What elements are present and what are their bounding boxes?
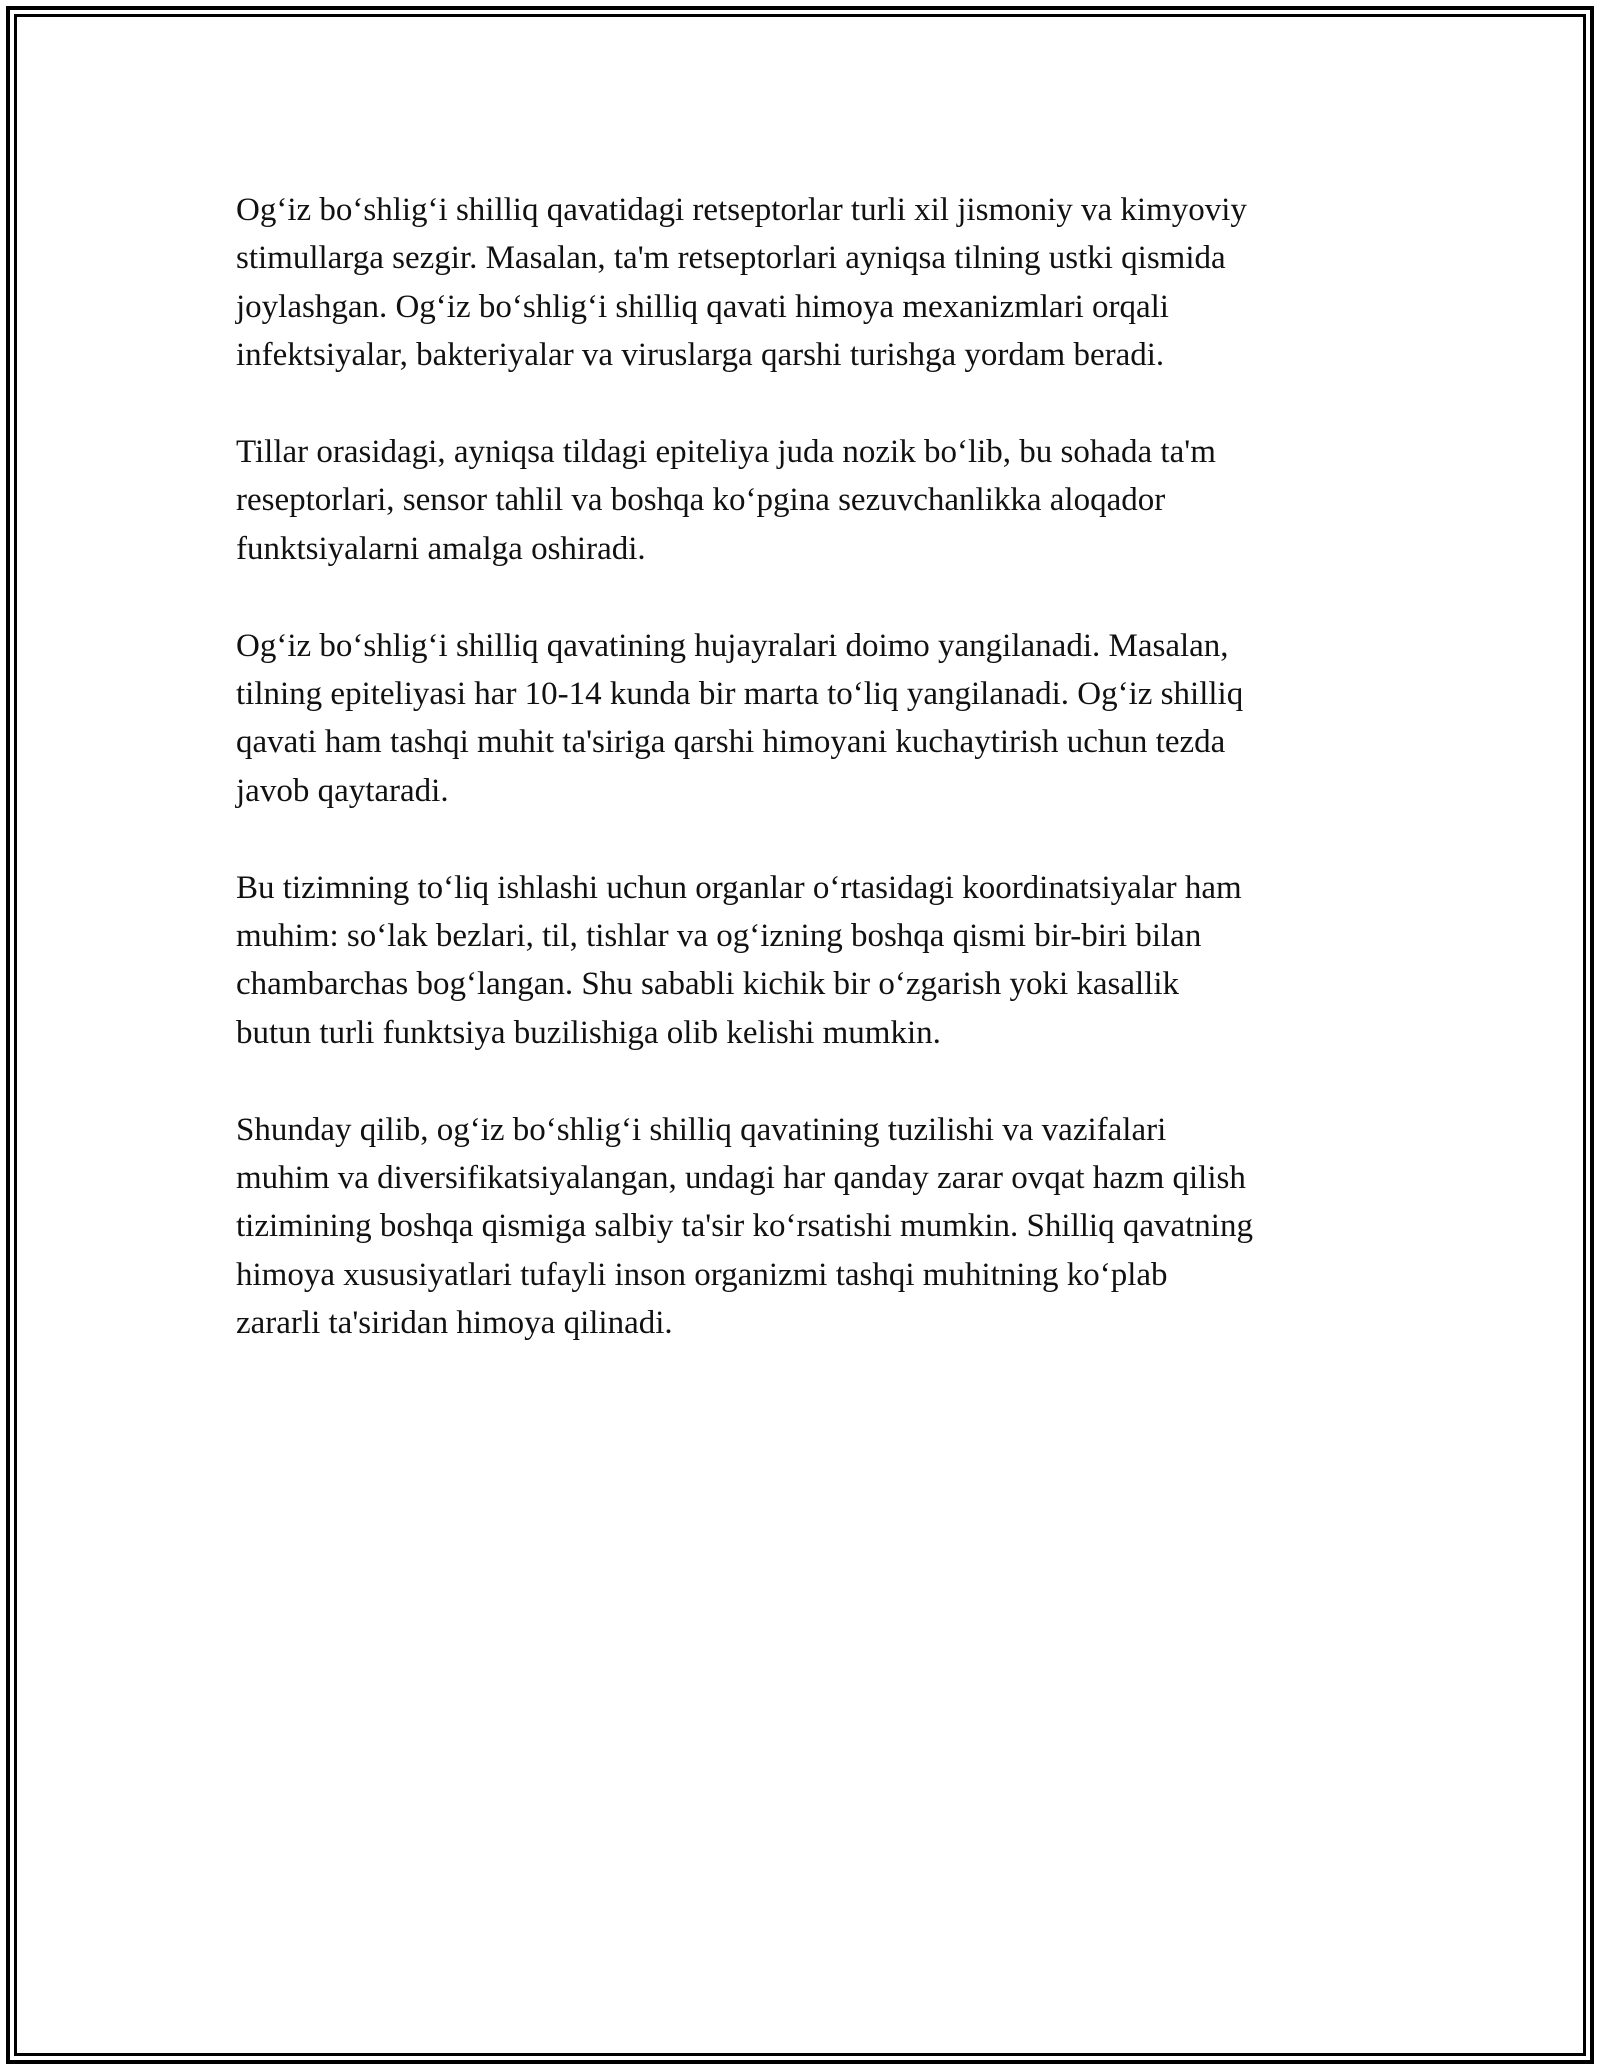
paragraph-5: Shunday qilib, og‘iz bo‘shlig‘i shilliq qavatining tuzilishi va vazifalari muhim va diversifikatsiyalangan, undagi har qanday zarar ovqat hazm qilish tizimining boshqa qismiga salbiy ta'sir ko‘rsatishi mumkin. Shilliq qavatning himoya xususiyatlari tufayli inson organizmi tashqi muhitning ko‘plab zararli ta'siridan himoya qilinadi. [236,1111,1253,1342]
paragraph-1: Og‘iz bo‘shlig‘i shilliq qavatidagi retseptorlar turli xil jismoniy va kimyoviy stimullarga sezgir. Masalan, ta'm retseptorlari ayniqsa tilning ustki qismida joylashgan. Og‘iz bo‘shlig‘i shilliq qavati himoya mexanizmlari orqali infektsiyalar, bakteriyalar va viruslarga qarshi turishga yordam beradi. [236,192,1247,374]
paragraph-2: Tillar orasidagi, ayniqsa tildagi epiteliya juda nozik bo‘lib, bu sohada ta'm reseptorlari, sensor tahlil va boshqa ko‘pgina sezuvchanlikka aloqador funktsiyalarni amalga oshiradi. [236,434,1216,567]
paragraph-4: Bu tizimning to‘liq ishlashi uchun organlar o‘rtasidagi koordinatsiyalar ham muhim: so‘lak bezlari, til, tishlar va og‘izning boshqa qismi bir-biri bilan chambarchas bog‘langan. Shu sababli kichik bir o‘zgarish yoki kasallik butun turli funktsiya buzilishiga olib kelishi mumkin. [236,869,1242,1051]
paragraph-3: Og‘iz bo‘shlig‘i shilliq qavatining hujayralari doimo yangilanadi. Masalan, tilning epiteliyasi har 10-14 kunda bir marta to‘liq yangilanadi. Og‘iz shilliq qavati ham tashqi muhit ta'siriga qarshi himoyani kuchaytirish uchun tezda javob qaytaradi. [236,627,1244,809]
document-body [236,186,1386,1396]
